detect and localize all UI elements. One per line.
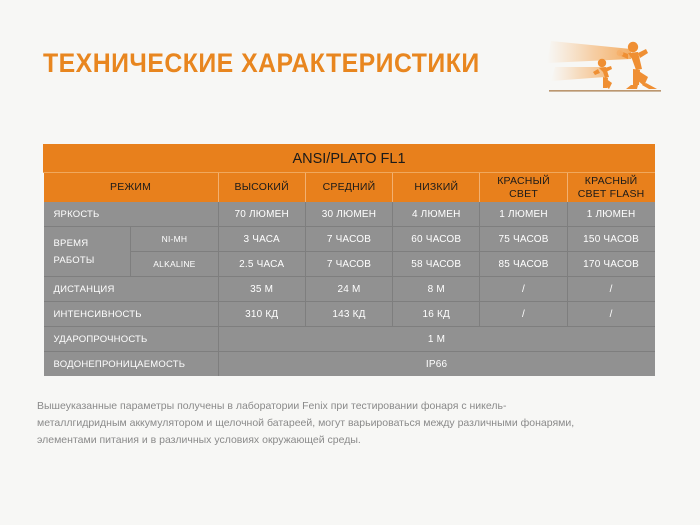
cell-waterproof-value: IP66 [218,352,654,377]
cell-brightness-red-flash: 1 ЛЮМЕН [567,202,654,227]
table-row [44,352,655,377]
cell-distance-low: 8 М [393,277,480,302]
column-header-low: НИЗКИЙ [393,173,480,203]
cell-runtime-nimh-red: 75 ЧАСОВ [480,227,567,252]
column-header-red-light [480,173,567,203]
cell-distance-high: 35 М [218,277,305,302]
cell-distance-red-flash: / [567,277,654,302]
column-header-high: ВЫСОКИЙ [218,173,305,203]
cell-brightness-medium: 30 ЛЮМЕН [305,202,392,227]
table-row [44,252,655,277]
column-header-red-light-flash [567,173,654,203]
column-header-red-light-line2: СВЕТ [509,187,538,200]
table-row [44,202,655,227]
footnote-line-2: металлгидридным аккумулятором и щелочной батареей, могут варьироваться между различными фонарями, [37,417,575,429]
cell-distance-red: / [480,277,567,302]
cell-runtime-nimh-red-flash: 150 ЧАСОВ [567,227,654,252]
cell-impact-resistance-value: 1 М [218,327,654,352]
table-header-row [44,173,655,203]
cell-intensity-low: 16 КД [393,302,480,327]
cell-runtime-alkaline-red-flash: 170 ЧАСОВ [567,252,654,277]
table-title: ANSI/PLATO FL1 [44,145,655,173]
column-header-medium: СРЕДНИЙ [305,173,392,203]
cell-intensity-red-flash: / [567,302,654,327]
row-label-runtime-line2: РАБОТЫ [53,254,95,266]
row-label-brightness: ЯРКОСТЬ [44,202,219,227]
cell-runtime-nimh-low: 60 ЧАСОВ [393,227,480,252]
cell-runtime-alkaline-red: 85 ЧАСОВ [480,252,567,277]
table-row [44,327,655,352]
cell-runtime-nimh-medium: 7 ЧАСОВ [305,227,392,252]
row-label-waterproof: ВОДОНЕПРОНИЦАЕМОСТЬ [44,352,219,377]
footnote-line-1: Вышеуказанные параметры получены в лаборатории Fenix при тестировании фонаря с никель- [37,400,507,412]
cell-runtime-nimh-high: 3 ЧАСА [218,227,305,252]
row-sublabel-nimh: NI-MH [131,227,218,252]
page-title: ТЕХНИЧЕСКИЕ ХАРАКТЕРИСТИКИ [43,48,480,78]
cell-brightness-high: 70 ЛЮМЕН [218,202,305,227]
row-label-runtime [44,227,131,277]
cell-brightness-red: 1 ЛЮМЕН [480,202,567,227]
column-header-red-light-line1: КРАСНЫЙ [497,175,550,188]
row-label-intensity: ИНТЕНСИВНОСТЬ [44,302,219,327]
row-sublabel-alkaline: ALKALINE [131,252,218,277]
cell-runtime-alkaline-low: 58 ЧАСОВ [393,252,480,277]
column-header-red-flash-line1: КРАСНЫЙ [584,175,638,188]
table-row [44,227,655,252]
footnote [37,398,637,449]
footnote-line-3: элементами питания и в различных условиях окружающей среды. [37,434,361,446]
row-label-impact-resistance: УДАРОПРОЧНОСТЬ [44,327,219,352]
cell-intensity-red: / [480,302,567,327]
page-header [0,0,700,120]
cell-distance-medium: 24 М [305,277,392,302]
table-row [44,277,655,302]
cell-intensity-high: 310 КД [218,302,305,327]
specifications-table [43,144,655,376]
row-label-distance: ДИСТАНЦИЯ [44,277,219,302]
cell-runtime-alkaline-high: 2.5 ЧАСА [218,252,305,277]
table-row [44,302,655,327]
row-label-runtime-line1: ВРЕМЯ [53,237,89,249]
column-header-red-flash-line2: СВЕТ FLASH [577,187,645,200]
table-title-row [44,145,655,173]
cell-runtime-alkaline-medium: 7 ЧАСОВ [305,252,392,277]
cell-intensity-medium: 143 КД [305,302,392,327]
fenix-runners-flashlight-logo [545,33,665,95]
cell-brightness-low: 4 ЛЮМЕН [393,202,480,227]
column-header-mode: РЕЖИМ [44,173,219,203]
